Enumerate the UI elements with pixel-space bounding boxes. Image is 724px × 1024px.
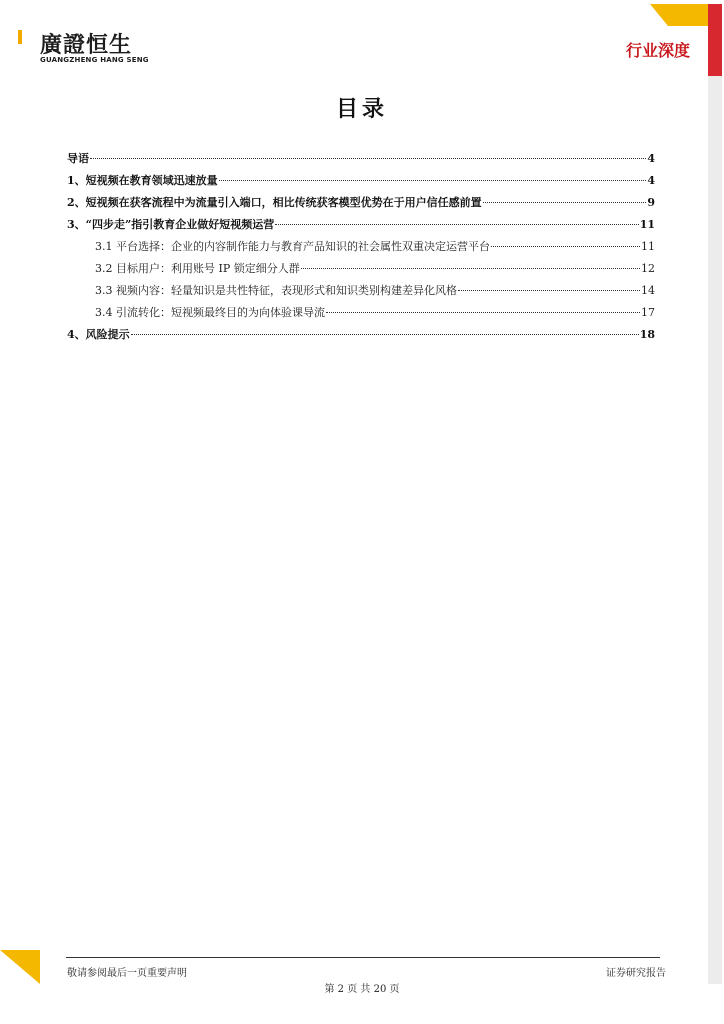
toc-leader-dots xyxy=(491,246,640,247)
toc-subentry[interactable] xyxy=(67,282,655,304)
toc-entry-label: 1、短视频在教育领域迅速放量 xyxy=(67,174,218,187)
side-gray-bar xyxy=(708,76,722,984)
toc-subentry-page: 14 xyxy=(641,284,655,297)
toc-entry[interactable] xyxy=(67,150,655,172)
report-type-label: 行业深度 xyxy=(625,41,690,60)
toc-leader-dots xyxy=(301,268,640,269)
toc-subentry-page: 17 xyxy=(641,306,655,319)
toc-subentry[interactable] xyxy=(67,238,655,260)
footer-report-label: 证券研究报告 xyxy=(606,968,666,979)
toc-subentry-label: 3.1 平台选择：企业的内容制作能力与教育产品知识的社会属性双重决定运营平台 xyxy=(95,240,490,253)
toc-subentry[interactable] xyxy=(67,260,655,282)
side-red-bar xyxy=(708,4,722,76)
toc-entry[interactable] xyxy=(67,216,655,238)
table-of-contents xyxy=(67,150,655,348)
toc-entry-page: 4 xyxy=(647,174,655,187)
toc-entry-label: 2、短视频在获客流程中为流量引入端口，相比传统获客模型优势在于用户信任感前置 xyxy=(67,196,482,209)
toc-entry-page: 9 xyxy=(647,196,655,209)
toc-entry-label: 导语 xyxy=(67,152,89,165)
toc-leader-dots xyxy=(483,202,647,203)
toc-subentry-label: 3.3 视频内容：轻量知识是共性特征，表现形式和知识类别构建差异化风格 xyxy=(95,284,457,297)
toc-entry-page: 4 xyxy=(647,152,655,165)
toc-entry-label: 4、风险提示 xyxy=(67,328,130,341)
page-title: 目录 xyxy=(335,97,388,122)
toc-leader-dots xyxy=(326,312,640,313)
toc-subentry-page: 11 xyxy=(641,240,655,253)
toc-subentry-label: 3.2 目标用户：利用账号 IP 锁定细分人群 xyxy=(95,262,300,275)
toc-leader-dots xyxy=(131,334,639,335)
toc-entry[interactable] xyxy=(67,194,655,216)
toc-subentry-label: 3.4 引流转化：短视频最终目的为向体验课导流 xyxy=(95,306,325,319)
toc-entry[interactable] xyxy=(67,326,655,348)
logo-english-name: GUANGZHENG HANG SENG xyxy=(40,56,149,64)
footer-disclaimer: 敬请参阅最后一页重要声明 xyxy=(67,968,187,979)
logo-mark-icon xyxy=(18,30,22,44)
toc-leader-dots xyxy=(90,158,646,159)
header-corner-decoration xyxy=(650,4,710,26)
logo-chinese-name: 廣證恒生 xyxy=(40,33,133,58)
toc-leader-dots xyxy=(275,224,638,225)
toc-entry-label: 3、“四步走”指引教育企业做好短视频运营 xyxy=(67,218,275,231)
footer-page-number: 第 2 页 共 20 页 xyxy=(324,984,400,995)
footer-divider xyxy=(66,957,660,958)
footer-corner-decoration xyxy=(0,950,40,984)
toc-entry[interactable] xyxy=(67,172,655,194)
toc-entry-page: 18 xyxy=(639,328,655,341)
toc-entry-page: 11 xyxy=(639,218,655,231)
toc-subentry[interactable] xyxy=(67,304,655,326)
toc-leader-dots xyxy=(458,290,640,291)
toc-leader-dots xyxy=(219,180,647,181)
toc-subentry-page: 12 xyxy=(641,262,655,275)
